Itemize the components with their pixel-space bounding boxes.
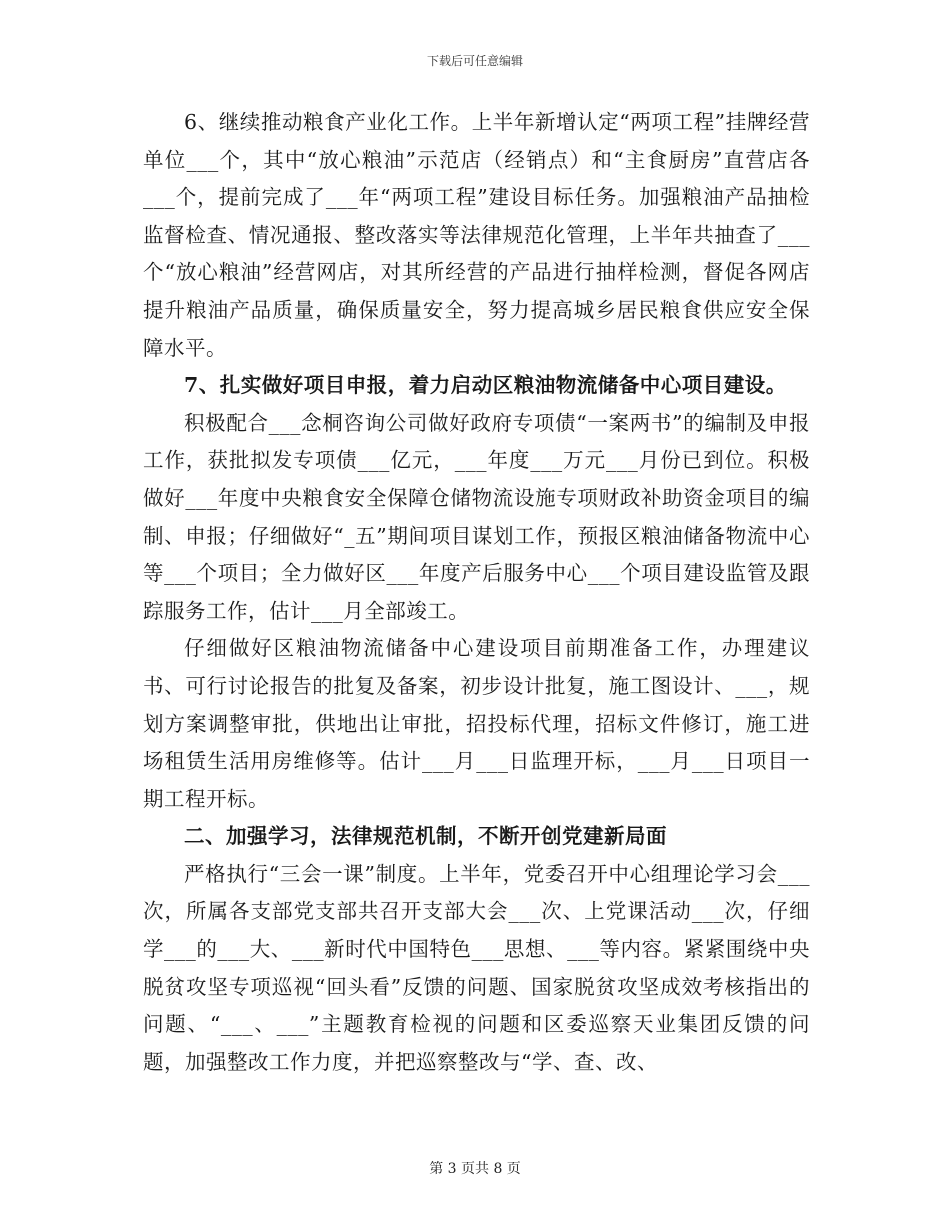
paragraph-party-building: 严格执行“三会一课”制度。上半年，党委召开中心组理论学习会___次，所属各支部党支部共召开支部大会___次、上党课活动___次，仔细学___的___大、___新时代中国特色___思想、___等内容。紧紧围绕中央脱贫攻坚专项巡视“回头看”反馈的问题、国家脱贫攻坚成效考核指出的问题、“___、___”主题教育检视的问题和区委巡察天业集团反馈的问题，加强整改工作力度，并把巡察整改与“学、查、改、 — [143, 861, 810, 1074]
heading-item-7: 7、扎实做好项目申报，着力启动区粮油物流储备中心项目建设。 — [184, 373, 787, 398]
section-heading-two: 二、加强学习，法律规范机制，不断开创党建新局面 — [184, 824, 667, 849]
document-body — [143, 104, 810, 1081]
paragraph-project-application: 积极配合___念桐咨询公司做好政府专项债“一案两书”的编制及申报工作，获批拟发专项债___亿元，___年度___万元___月份已到位。积极做好___年度中央粮食安全保障仓储物流设施专项财政补助资金项目的编制、申报；仔细做好“_五”期间项目谋划工作，预报区粮油储备物流中心等___个项目；全力做好区___年度产后服务中心___个项目建设监管及跟踪服务工作，估计___月全部竣工。 — [143, 410, 810, 623]
paragraph-item-6: 6、继续推动粮食产业化工作。上半年新增认定“两项工程”挂牌经营单位___个，其中“放心粮油”示范店（经销点）和“主食厨房”直营店各___个，提前完成了___年“两项工程”建设目标任务。加强粮油产品抽检监督检查、情况通报、整改落实等法律规范化管理，上半年共抽查了___个“放心粮油”经营网店，对其所经营的产品进行抽样检测，督促各网店提升粮油产品质量，确保质量安全，努力提高城乡居民粮食供应安全保障水平。 — [143, 110, 810, 360]
paragraph-logistics-center: 仔细做好区粮油物流储备中心建设项目前期准备工作，办理建议书、可行讨论报告的批复及备案，初步设计批复，施工图设计、___，规划方案调整审批，供地出让审批，招投标代理，招标文件修订，施工进场租赁生活用房维修等。估计___月___日监理开标，___月___日项目一期工程开标。 — [143, 636, 810, 811]
page-number: 第 3 页共 8 页 — [429, 1161, 521, 1177]
page-header: 下载后可任意编辑 — [426, 54, 523, 68]
